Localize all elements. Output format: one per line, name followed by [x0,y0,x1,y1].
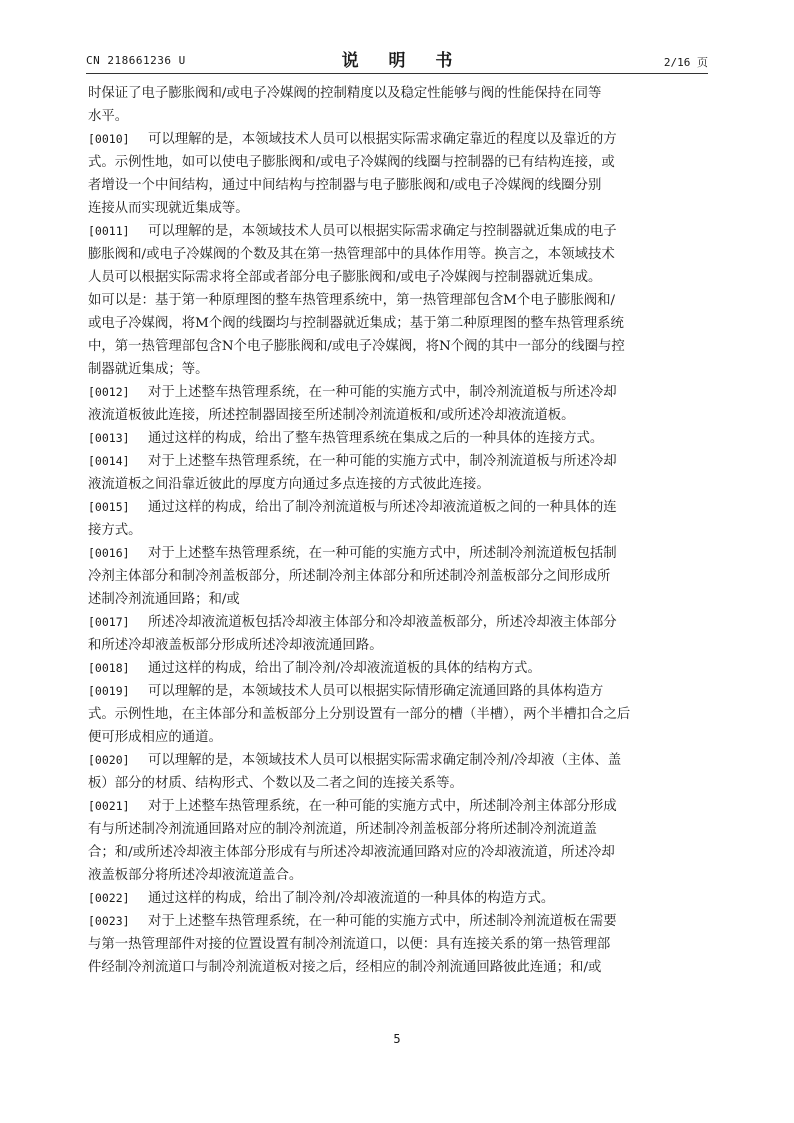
line-text: 者增设一个中间结构，通过中间结构与控制器与电子膨胀阀和/或电子冷媒阀的线圈分别 [88,178,602,193]
line-text: 冷剂主体部分和制冷剂盖板部分，所述制冷剂主体部分和所述制冷剂盖板部分之间形成所 [88,569,611,584]
line-text: 件经制冷剂流道口与制冷剂流道板对接之后，经相应的制冷剂流通回路彼此连通；和/或 [88,960,602,975]
text-line [88,542,706,565]
paragraph-number: [0015] [88,500,130,514]
text-line [88,496,706,519]
text-line [88,519,706,542]
text-line [88,128,706,151]
line-text: 便可形成相应的通道。 [88,730,222,745]
line-text: 对于上述整车热管理系统，在一种可能的实施方式中，制冷剂流道板与所述冷却 [148,454,617,469]
text-line [88,726,706,749]
line-text: 液盖板部分将所述冷却液流道盖合。 [88,868,303,883]
text-line [88,703,706,726]
text-line [88,243,706,266]
text-line [88,611,706,634]
line-text: 对于上述整车热管理系统，在一种可能的实施方式中，所述制冷剂流道板包括制 [148,546,617,561]
text-line [88,657,706,680]
text-line [88,151,706,174]
text-line [88,864,706,887]
document-title: 说 明 书 [341,51,465,71]
paragraph-number: [0023] [88,914,130,928]
text-line [88,450,706,473]
line-text: 通过这样的构成，给出了整车热管理系统在集成之后的一种具体的连接方式。 [148,431,604,446]
line-text: 式。示例性地，如可以使电子膨胀阀和/或电子冷媒阀的线圈与控制器的已有结构连接，或 [88,155,615,170]
paragraph-number: [0018] [88,661,130,675]
line-text: 水平。 [88,109,129,124]
text-line [88,197,706,220]
line-text: 人员可以根据实际需求将全部或者部分电子膨胀阀和/或电子冷媒阀与控制器就近集成。 [88,270,602,285]
text-line [88,381,706,404]
paragraph-number: [0022] [88,891,130,905]
line-text: 所述冷却液流道板包括冷却液主体部分和冷却液盖板部分，所述冷却液主体部分 [148,615,617,630]
text-line [88,749,706,772]
paragraph-number: [0011] [88,224,130,238]
text-line [88,910,706,933]
line-text: 液流道板彼此连接，所述控制器固接至所述制冷剂流道板和/或所述冷却液流道板。 [88,408,575,423]
page-header [86,46,708,72]
line-text: 接方式。 [88,523,142,538]
document-body [88,82,706,979]
text-line [88,634,706,657]
text-line [88,887,706,910]
line-text: 对于上述整车热管理系统，在一种可能的实施方式中，所述制冷剂主体部分形成 [148,799,617,814]
text-line [88,795,706,818]
line-text: 通过这样的构成，给出了制冷剂/冷却液流道的一种具体的构造方式。 [148,891,555,906]
line-text: 与第一热管理部件对接的位置设置有制冷剂流道口，以便：具有连接关系的第一热管理部 [88,937,611,952]
publication-number: CN 218661236 U [86,54,186,67]
line-text: 通过这样的构成，给出了制冷剂流道板与所述冷却液流道板之间的一种具体的连 [148,500,617,515]
text-line [88,772,706,795]
text-line [88,680,706,703]
line-text: 制器就近集成；等。 [88,362,209,377]
text-line [88,82,706,105]
line-text: 可以理解的是，本领域技术人员可以根据实际需求确定与控制器就近集成的电子 [148,224,617,239]
text-line [88,105,706,128]
line-text: 或电子冷媒阀，将M个阀的线圈均与控制器就近集成；基于第二种原理图的整车热管理系统 [88,316,624,331]
text-line [88,956,706,979]
page-indicator: 2/16 页 [663,56,708,69]
line-text: 可以理解的是，本领域技术人员可以根据实际需求确定制冷剂/冷却液（主体、盖 [148,753,622,768]
text-line [88,818,706,841]
page-number: 5 [393,1032,401,1046]
line-text: 通过这样的构成，给出了制冷剂/冷却液流道板的具体的结构方式。 [148,661,541,676]
line-text: 式。示例性地，在主体部分和盖板部分上分别设置有一部分的槽（半槽），两个半槽扣合之后 [88,707,631,722]
line-text: 合；和/或所述冷却液主体部分形成有与所述冷却液流通回路对应的冷却液流道，所述冷却 [88,845,615,860]
text-line [88,588,706,611]
line-text: 对于上述整车热管理系统，在一种可能的实施方式中，所述制冷剂流道板在需要 [148,914,617,929]
text-line [88,473,706,496]
line-text: 和所述冷却液盖板部分形成所述冷却液流通回路。 [88,638,383,653]
text-line [88,427,706,450]
paragraph-number: [0013] [88,431,130,445]
line-text: 有与所述制冷剂流通回路对应的制冷剂流道，所述制冷剂盖板部分将所述制冷剂流道盖 [88,822,597,837]
paragraph-number: [0020] [88,753,130,767]
paragraph-number: [0019] [88,684,130,698]
line-text: 液流道板之间沿靠近彼此的厚度方向通过多点连接的方式彼此连接。 [88,477,490,492]
text-line [88,220,706,243]
paragraph-number: [0016] [88,546,130,560]
line-text: 膨胀阀和/或电子冷媒阀的个数及其在第一热管理部中的具体作用等。换言之，本领域技术 [88,247,615,262]
paragraph-number: [0021] [88,799,130,813]
text-line [88,933,706,956]
paragraph-number: [0010] [88,132,130,146]
text-line [88,174,706,197]
text-line [88,335,706,358]
text-line [88,841,706,864]
line-text: 述制冷剂流通回路；和/或 [88,592,240,607]
text-line [88,404,706,427]
line-text: 中，第一热管理部包含N个电子膨胀阀和/或电子冷媒阀，将N个阀的其中一部分的线圈与控 [88,339,625,354]
text-line [88,565,706,588]
line-text: 可以理解的是，本领域技术人员可以根据实际需求确定靠近的程度以及靠近的方 [148,132,617,147]
line-text: 如可以是：基于第一种原理图的整车热管理系统中，第一热管理部包含M个电子膨胀阀和/ [88,293,616,308]
text-line [88,289,706,312]
paragraph-number: [0012] [88,385,130,399]
line-text: 时保证了电子膨胀阀和/或电子冷媒阀的控制精度以及稳定性能够与阀的性能保持在同等 [88,86,602,101]
line-text: 板）部分的材质、结构形式、个数以及二者之间的连接关系等。 [88,776,463,791]
line-text: 对于上述整车热管理系统，在一种可能的实施方式中，制冷剂流道板与所述冷却 [148,385,617,400]
text-line [88,312,706,335]
line-text: 连接从而实现就近集成等。 [88,201,249,216]
paragraph-number: [0014] [88,454,130,468]
paragraph-number: [0017] [88,615,130,629]
header-rule [86,73,708,74]
text-line [88,266,706,289]
line-text: 可以理解的是，本领域技术人员可以根据实际情形确定流通回路的具体构造方 [148,684,604,699]
text-line [88,358,706,381]
